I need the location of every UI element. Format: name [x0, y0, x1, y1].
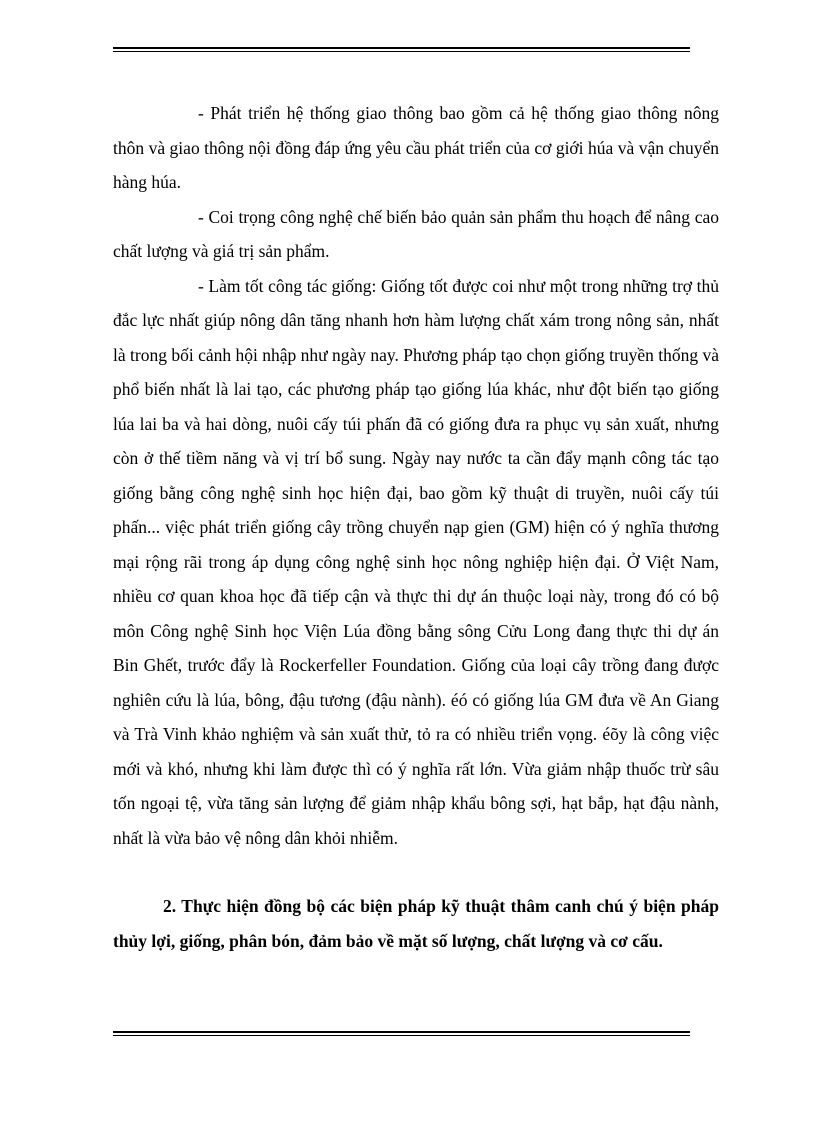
paragraph-seeds: - Làm tốt công tác giống: Giống tốt được coi như một trong những trợ thủ đắc lực nhất giúp nông dân tăng nhanh hơn hàm lượng chất xám trong nông sản, nhất là trong bối cảnh hội nhập như ngày nay. Phương pháp tạo chọn giống truyền thống và phổ biến nhất là lai tạo, các phương pháp tạo giống lúa khác, như đột biến tạo giống lúa lai ba và hai dòng, nuôi cấy túi phấn đã có giống đưa ra phục vụ sản xuất, nhưng còn ở thế tiềm năng và vị trí bổ sung. Ngày nay nước ta cần đẩy mạnh công tác tạo giống bằng công nghệ sinh học hiện đại, bao gồm kỹ thuật di truyền, nuôi cấy túi phấn... việc phát triển giống cây trồng chuyển nạp gien (GM) hiện có ý nghĩa thương mại rộng rãi trong áp dụng công nghệ sinh học nông nghiệp hiện đại. Ở Việt Nam, nhiều cơ quan khoa học đã tiếp cận và thực thi dự án thuộc loại này, trong đó có bộ môn Công nghệ Sinh học Viện Lúa đồng bằng sông Cửu Long đang thực thi dự án Bin Ghết, trước đẩy là Rockerfeller Foundation. Giống của loại cây trồng đang được nghiên cứu là lúa, bông, đậu tương (đậu nành). éó có giống lúa GM đưa về An Giang và Trà Vinh khảo nghiệm và sản xuất thử, tỏ ra có nhiều triển vọng. éõy là công việc mới và khó, nhưng khi làm được thì có ý nghĩa rất lớn. Vừa giảm nhập thuốc trừ sâu tốn ngoại tệ, vừa tăng sản lượng để giảm nhập khẩu bông sợi, hạt bắp, hạt đậu nành, nhất là vừa bảo vệ nông dân khỏi nhiễm. [113, 275, 719, 848]
paragraph-processing: - Coi trọng công nghệ chế biến bảo quản sản phẩm thu hoạch để nâng cao chất lượng và giá trị sản phẩm. [113, 206, 719, 261]
header-rule [113, 47, 690, 52]
page-body [113, 96, 719, 958]
paragraph-transport: - Phát triển hệ thống giao thông bao gồm cả hệ thống giao thông nông thôn và giao thông nội đồng đáp ứng yêu cầu phát triển của cơ giới húa và vận chuyển hàng húa. [113, 103, 719, 192]
section-heading: 2. Thực hiện đồng bộ các biện pháp kỹ thuật thâm canh chú ý biện pháp thủy lợi, giống, phân bón, đảm bảo về mặt số lượng, chất lượng và cơ cấu. [113, 896, 719, 951]
footer-rule [113, 1031, 690, 1036]
